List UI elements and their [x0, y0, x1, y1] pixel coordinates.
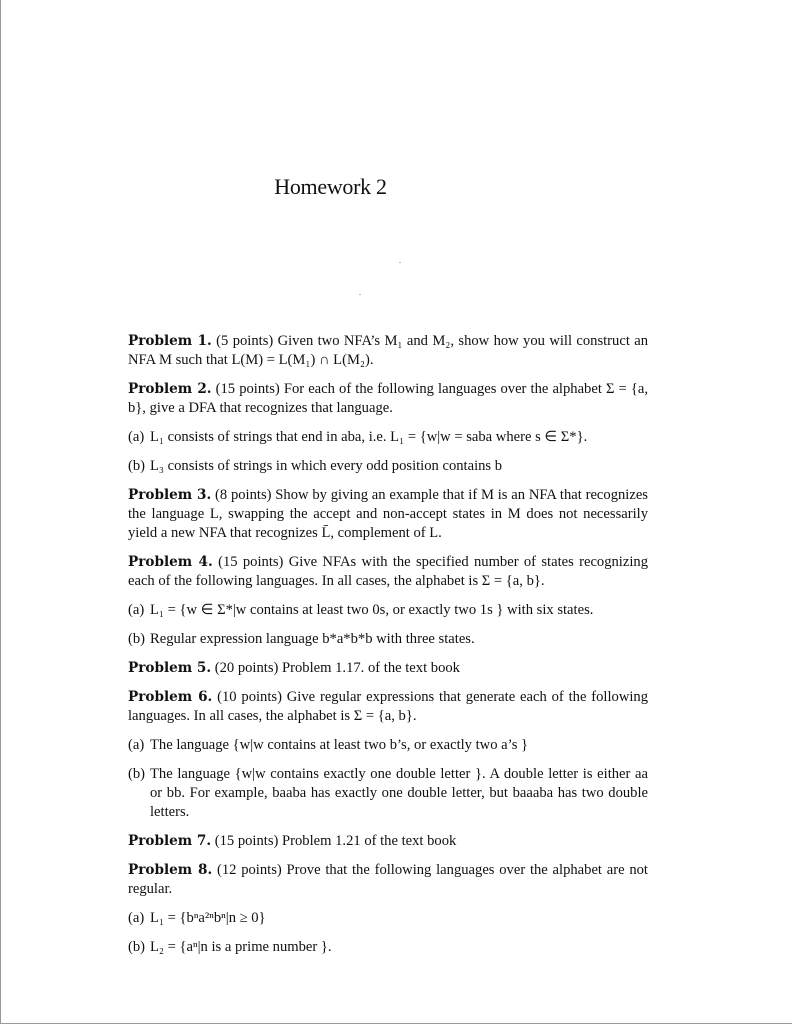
item-text: L₁ = {bⁿa²ⁿbⁿ|n ≥ 0}	[150, 910, 266, 926]
problem-list	[128, 332, 648, 967]
problem-label: Problem 6.	[128, 689, 213, 705]
problem-label: Problem 4.	[128, 554, 213, 570]
problem-text: (8 points) Show by giving an example that if M is an NFA that recognizes the language L, swapping the accept and non-accept states in M does not necessarily yield a new NFA that recognizes L̄, complement of L.	[128, 487, 648, 541]
problem-3	[128, 486, 648, 543]
list-item	[128, 938, 648, 957]
item-text: The language {w|w contains exactly one double letter }. A double letter is either aa or bb. For example, baaba has exactly one double letter, but baaaba has two double letters.	[150, 766, 648, 820]
item-letter: (b)	[128, 458, 146, 474]
item-letter: (a)	[128, 602, 145, 618]
list-item	[128, 736, 648, 755]
problem-label: Problem 5.	[128, 660, 212, 676]
item-letter: (b)	[128, 631, 146, 647]
item-text: The language {w|w contains at least two b’s, or exactly two a’s }	[150, 737, 529, 753]
item-text: L₁ consists of strings that end in aba, i.e. L₁ = {w|w = saba where s ∈ Σ*}.	[150, 429, 588, 445]
item-letter: (b)	[128, 939, 146, 955]
problem-2	[128, 380, 648, 418]
problem-text: (15 points) Problem 1.21 of the text book	[214, 833, 457, 849]
problem-text: (10 points) Give regular expressions that generate each of the following languages. In all cases, the alphabet is Σ = {a, b}.	[128, 689, 649, 724]
problem-label: Problem 8.	[128, 862, 213, 878]
problem-label: Problem 2.	[128, 381, 212, 397]
problem-text: (12 points) Prove that the following languages over the alphabet are not regular.	[128, 862, 648, 897]
list-item	[128, 765, 648, 822]
item-text: Regular expression language b*a*b*b with three states.	[150, 631, 475, 647]
item-letter: (a)	[128, 737, 145, 753]
problem-text: (15 points) For each of the following languages over the alphabet Σ = {a, b}, give a DFA that recognizes that language.	[128, 381, 649, 416]
list-item	[128, 601, 648, 620]
problem-label: Problem 3.	[128, 487, 212, 503]
problem-text: (5 points) Given two NFA’s M₁ and M₂, show how you will construct an NFA M such that L(M) = L(M₁) ∩ L(M₂).	[128, 333, 649, 368]
problem-label: Problem 1.	[128, 333, 212, 349]
problem-text: (20 points) Problem 1.17. of the text book	[214, 660, 460, 676]
list-item	[128, 428, 648, 447]
item-text: L₂ = {aⁿ|n is a prime number }.	[150, 939, 332, 955]
list-item	[128, 909, 648, 928]
problem-label: Problem 7.	[128, 833, 212, 849]
problem-5	[128, 659, 648, 678]
item-letter: (b)	[128, 766, 146, 782]
problem-8	[128, 861, 648, 899]
problem-7	[128, 832, 648, 851]
item-text: L₁ = {w ∈ Σ*|w contains at least two 0s, or exactly two 1s } with six states.	[150, 602, 594, 618]
problem-1	[128, 332, 648, 370]
page-title: Homework 2	[274, 174, 387, 199]
item-letter: (a)	[128, 429, 145, 445]
item-letter: (a)	[128, 910, 145, 926]
problem-6	[128, 688, 648, 726]
problem-4	[128, 553, 648, 591]
list-item	[128, 630, 648, 649]
scan-speck	[399, 262, 401, 263]
item-text: L₃ consists of strings in which every odd position contains b	[150, 458, 503, 474]
scan-speck	[359, 294, 361, 295]
list-item	[128, 457, 648, 476]
problem-text: (15 points) Give NFAs with the specified number of states recognizing each of the following languages. In all cases, the alphabet is Σ = {a, b}.	[128, 554, 648, 589]
